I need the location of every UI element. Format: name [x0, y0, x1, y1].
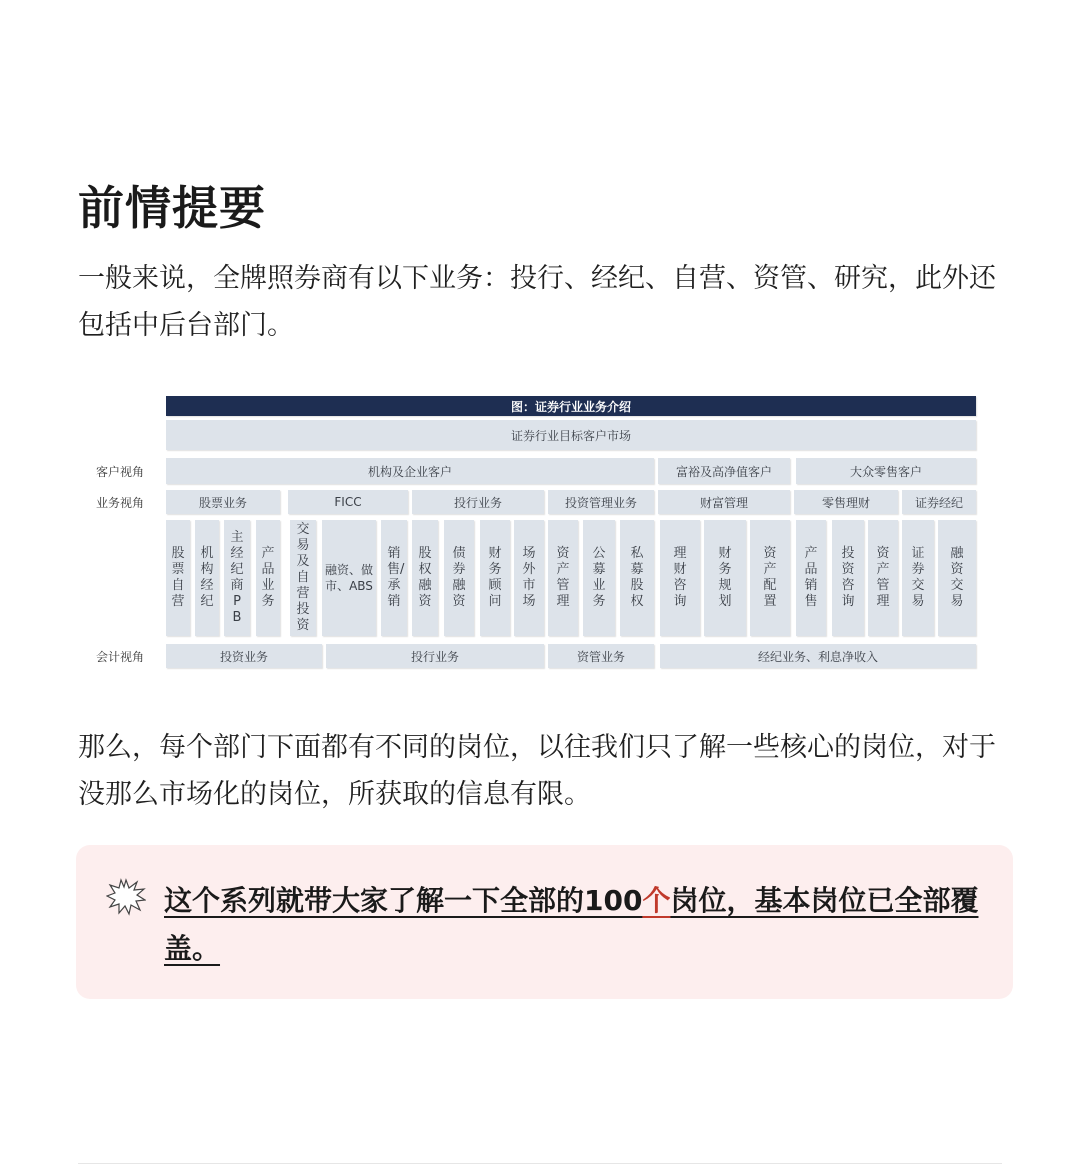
product-item: 股票自营 [166, 520, 190, 636]
callout-box [76, 845, 1013, 999]
intro-paragraph: 一般来说，全牌照券商有以下业务：投行、经纪、自营、资管、研究，此外还包括中后台部门。 [78, 263, 996, 341]
product-item: 私募股权 [620, 520, 654, 636]
body-paragraph: 那么，每个部门下面都有不同的岗位，以往我们只了解一些核心的岗位，对于没那么市场化的岗位，所获取的信息有限。 [78, 732, 996, 810]
product-item: 主经纪商PB [224, 520, 250, 636]
biz-ib: 投行业务 [412, 490, 544, 514]
securities-business-figure [82, 392, 982, 672]
product-item: 财务规划 [704, 520, 746, 636]
product-item: 产品销售 [796, 520, 826, 636]
product-item: 公募业务 [583, 520, 615, 636]
client-hnw: 富裕及高净值客户 [658, 458, 790, 484]
product-item: 销售/承销 [381, 520, 407, 636]
product-item: 股权融资 [412, 520, 438, 636]
biz-wealth: 财富管理 [658, 490, 790, 514]
label-business: 业务视角 [95, 495, 144, 510]
product-item: 场外市场 [514, 520, 544, 636]
target-market-row: 证券行业目标客户市场 [166, 420, 976, 450]
client-institutional: 机构及企业客户 [166, 458, 654, 484]
biz-equity: 股票业务 [166, 490, 280, 514]
biz-retail-wm: 零售理财 [794, 490, 898, 514]
biz-ficc: FICC [288, 490, 408, 514]
product-item: 证券交易 [902, 520, 934, 636]
product-item: 债券融资 [444, 520, 474, 636]
label-accounting: 会计视角 [95, 649, 144, 664]
acct-am: 资管业务 [548, 644, 654, 668]
product-item: 产品业务 [256, 520, 280, 636]
product-item: 投资咨询 [832, 520, 864, 636]
client-retail: 大众零售客户 [796, 458, 976, 484]
divider [78, 1163, 1002, 1164]
acct-investment: 投资业务 [166, 644, 322, 668]
biz-brokerage: 证券经纪 [902, 490, 976, 514]
callout-text: 这个系列就带大家了解一下全部的100个岗位，基本岗位已全部覆盖。 [164, 884, 979, 965]
product-item: 资产管理 [548, 520, 578, 636]
acct-brokerage: 经纪业务、利息净收入 [660, 644, 976, 668]
page-title: 前情提要 [78, 181, 266, 235]
product-item: 融资、做市、ABS [322, 520, 376, 636]
label-client: 客户视角 [95, 464, 144, 479]
biz-am: 投资管理业务 [548, 490, 654, 514]
product-item: 机构经纪 [195, 520, 219, 636]
acct-ib: 投行业务 [326, 644, 544, 668]
product-item: 理财咨询 [660, 520, 700, 636]
product-item: 资产配置 [750, 520, 790, 636]
figure-banner: 图：证券行业业务介绍 [166, 396, 976, 416]
speech-burst-icon [106, 877, 146, 917]
product-item: 交易及自营投资 [290, 520, 316, 636]
product-item: 财务顾问 [480, 520, 510, 636]
product-item: 融资交易 [938, 520, 976, 636]
product-item: 资产管理 [868, 520, 898, 636]
